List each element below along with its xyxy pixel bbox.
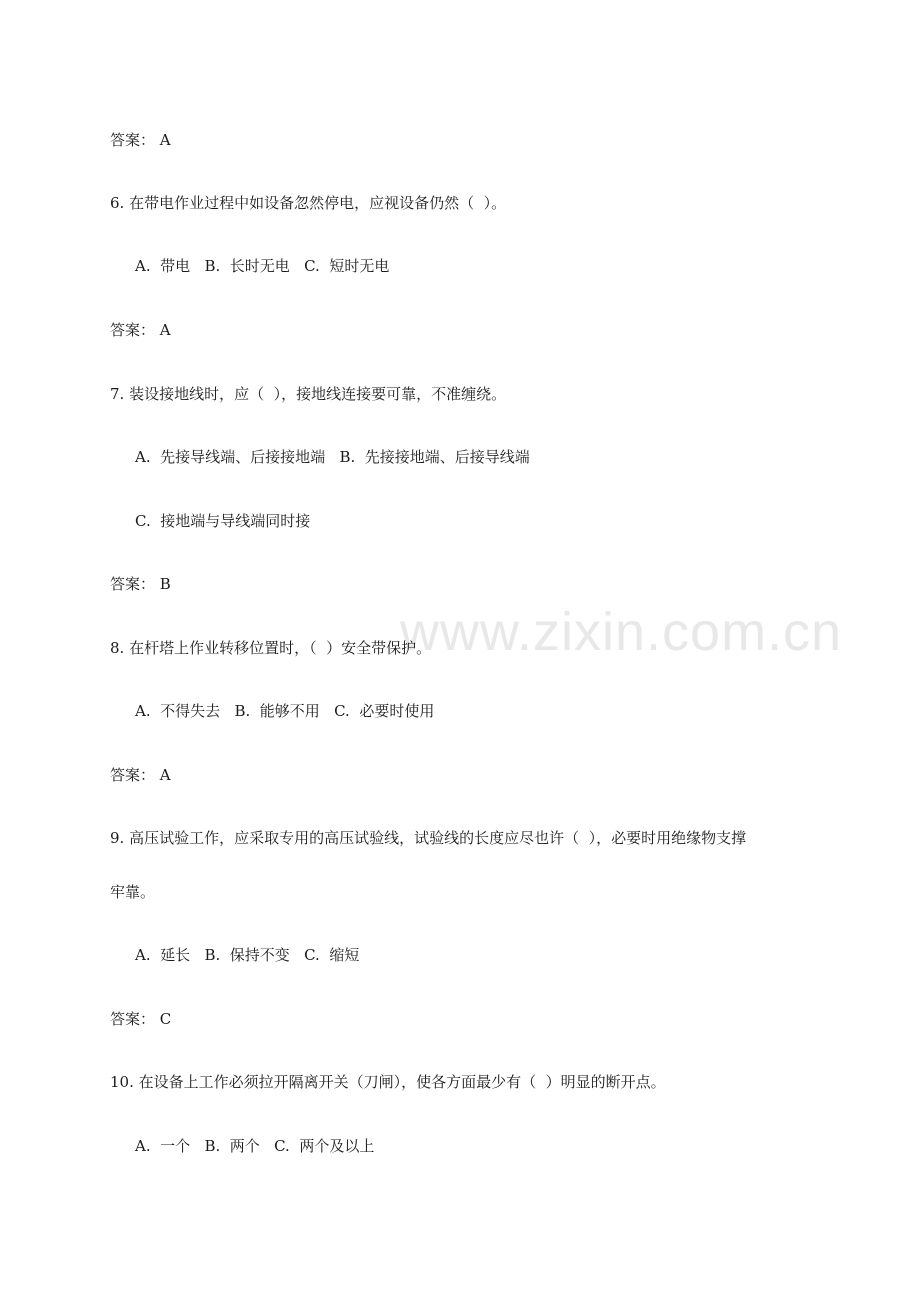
options-q8: A. 不得失去 B. 能够不用 C. 必要时使用 [135,702,435,720]
question-10: 10. 在设备上工作必须拉开隔离开关（刀闸），使各方面最少有（ ）明显的断开点。 [110,1073,666,1091]
question-6: 6. 在带电作业过程中如设备忽然停电，应视设备仍然（ ）。 [110,194,507,212]
question-7: 7. 装设接地线时，应（ ），接地线连接要可靠，不准缠绕。 [110,385,507,403]
options-q6: A. 带电 B. 长时无电 C. 短时无电 [135,257,390,275]
answer-q5: 答案： A [110,131,171,149]
answer-q9: 答案： C [110,1010,172,1028]
options-q7-line2: C. 接地端与导线端同时接 [135,512,311,530]
options-q10: A. 一个 B. 两个 C. 两个及以上 [135,1137,375,1155]
question-8: 8. 在杆塔上作业转移位置时，（ ）安全带保护。 [110,639,432,657]
options-q7-line1: A. 先接导线端、后接接地端 B. 先接接地端、后接导线端 [135,448,530,466]
question-9-line1: 9. 高压试验工作，应采取专用的高压试验线，试验线的长度应尽也许（ ），必要时用绝缘物支撑 [110,829,747,847]
answer-q7: 答案： B [110,575,171,593]
options-q9: A. 延长 B. 保持不变 C. 缩短 [135,946,360,964]
watermark-text: www.zixin.com.cn [400,602,843,662]
question-9-line2: 牢靠。 [110,883,156,901]
answer-q8: 答案： A [110,766,171,784]
answer-q6: 答案： A [110,321,171,339]
